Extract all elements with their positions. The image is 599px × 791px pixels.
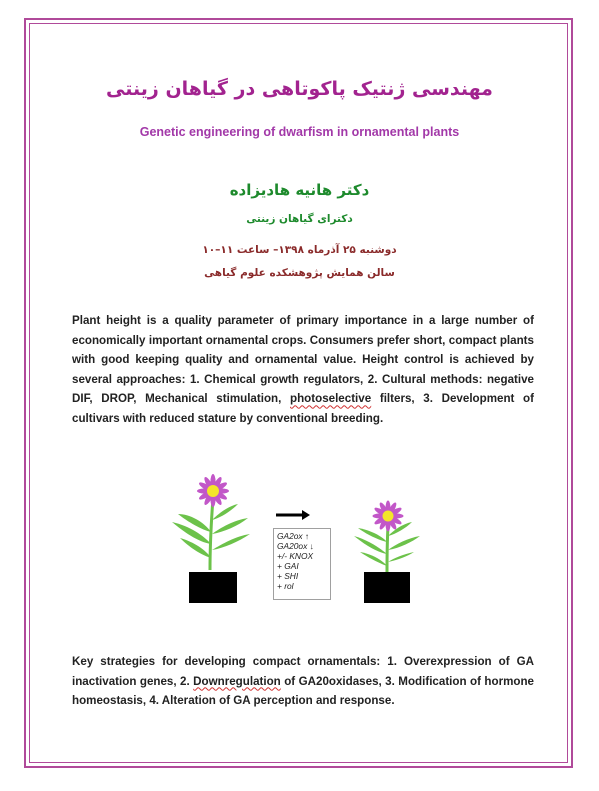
spellcheck-flagged-word: photoselective — [290, 392, 372, 406]
transformation-arrow — [276, 510, 310, 520]
tall-plant-leaf — [212, 518, 248, 534]
abstract-paragraph-1 — [72, 311, 534, 429]
dwarf-plant — [354, 501, 420, 604]
tall-plant-leaf — [172, 522, 211, 544]
gene-item: GA20ox ↓ — [277, 540, 314, 551]
tall-plant-stem — [210, 498, 213, 570]
dwarf-plant-leaf — [388, 552, 414, 562]
abstract-p1-text-b: filters, 3. Development of cultivars with reduced stature by conventional breeding. — [72, 392, 534, 425]
dwarf-plant-leaf — [360, 552, 387, 566]
english-title: Genetic engineering of dwarfism in ornamental plants — [139, 125, 460, 139]
event-datetime: دوشنبه ۲۵ آذرماه ۱۳۹۸– ساعت ۱۱–۱۰ — [202, 244, 397, 256]
gene-item: + rol — [277, 580, 294, 591]
abstract-paragraph-2 — [72, 652, 534, 711]
speaker-degree: دکترای گیاهان زینتی — [246, 213, 353, 225]
spellcheck-flagged-word: Downregulation — [193, 674, 281, 688]
abstract-p1-text-a: Plant height is a quality parameter of primary importance in a large number of economically important ornamental crops. Consumers prefer short, compact plants with good keeping quality and ornamental value. Height control is achieved by several approaches: 1. Chemical growth regulators, 2. Cultural methods: negative DIF, DROP, Mechanical stimulation, — [72, 314, 534, 406]
tall-plant-flower-center — [207, 485, 219, 497]
gene-item: +/- KNOX — [277, 550, 314, 561]
abstract-p2-text-a: Key strategies for developing compact ornamentals: 1. Overexpression of GA inactivation genes, 2. — [72, 655, 534, 688]
tall-plant — [172, 474, 250, 603]
tall-plant-leaf — [212, 504, 238, 520]
dwarf-plant-flower-center — [383, 511, 394, 522]
dwarf-plant-pot — [364, 572, 410, 603]
speaker-name: دکتر هانیه هادیزاده — [229, 181, 370, 199]
abstract-p2-text-b: of GA20oxidases, 3. Modification of hormone homeostasis, 4. Alteration of GA perception and response. — [72, 674, 534, 708]
gene-item: + GAI — [277, 560, 299, 571]
tall-plant-leaf — [212, 534, 250, 550]
gene-list-box — [273, 528, 331, 600]
dwarf-plant-leaf — [388, 536, 420, 550]
dwarf-plant-stem — [387, 526, 388, 572]
persian-title: مهندسی ژنتیک پاکوتاهی در گیاهان زینتی — [106, 78, 493, 100]
event-venue: سالن همایش پژوهشکده علوم گیاهی — [204, 267, 395, 279]
gene-item: GA2ox ↑ — [277, 531, 310, 541]
gene-item: + SHI — [277, 570, 299, 581]
tall-plant-pot — [189, 572, 237, 603]
